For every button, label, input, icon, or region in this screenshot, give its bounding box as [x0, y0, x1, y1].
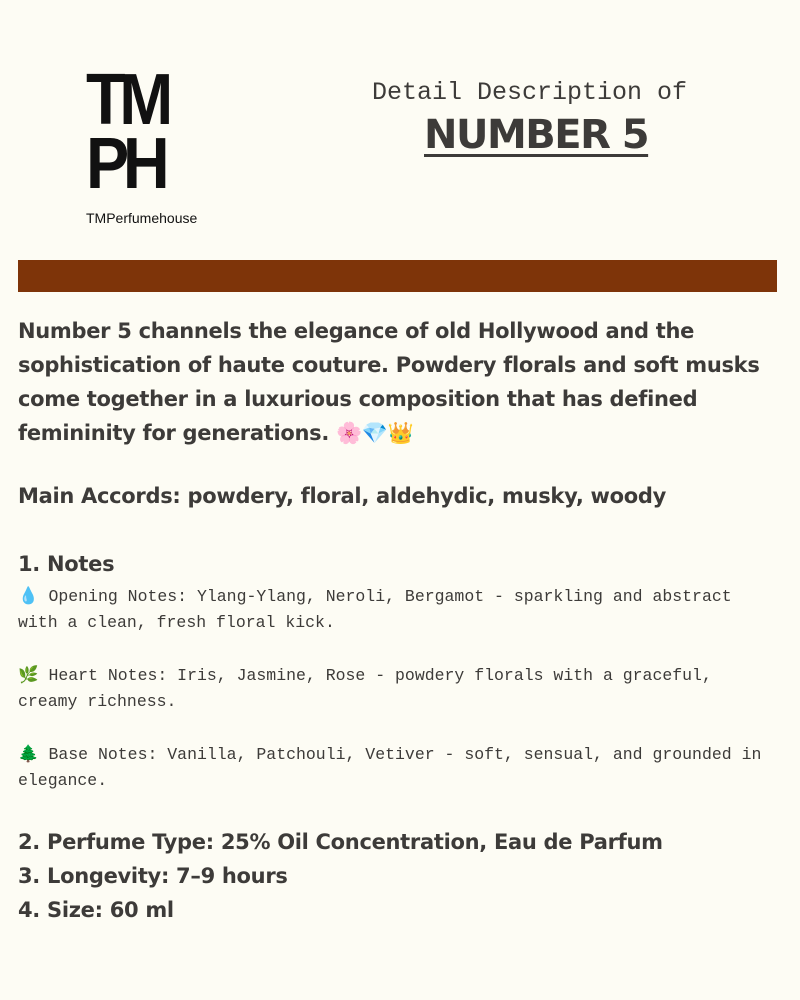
product-description: Number 5 channels the elegance of old Hollywood and the sophistication of haute couture. Powdery florals and soft musks come together in a luxurious composition that has defined femininity for generations. 🌸💎👑 [18, 319, 760, 445]
accent-divider-bar [18, 260, 777, 292]
product-title: NUMBER 5 [424, 112, 649, 158]
longevity: 3. Longevity: 7–9 hours [18, 864, 288, 888]
logo-line-2: PH [86, 124, 164, 204]
opening-notes [18, 583, 778, 636]
brand-name: TMPerfumehouse [86, 210, 198, 226]
detail-label: Detail Description of [372, 78, 688, 107]
logo-mark [86, 60, 212, 204]
main-accords: Main Accords: powdery, floral, aldehydic, musky, woody [18, 484, 666, 508]
water-drop-icon: 💧 [18, 586, 39, 605]
perfume-type: 2. Perfume Type: 25% Oil Concentration, Eau de Parfum [18, 830, 663, 854]
opening-notes-text: Opening Notes: Ylang-Ylang, Neroli, Bergamot - sparkling and abstract with a clean, fresh floral kick. [18, 587, 732, 632]
base-notes-text: Base Notes: Vanilla, Patchouli, Vetiver - soft, sensual, and grounded in elegance. [18, 745, 762, 790]
heart-notes-text: Heart Notes: Iris, Jasmine, Rose - powdery florals with a graceful, creamy richness. [18, 666, 712, 711]
base-notes [18, 741, 778, 794]
herb-icon: 🌿 [18, 665, 39, 684]
notes-heading: 1. Notes [18, 552, 115, 576]
evergreen-tree-icon: 🌲 [18, 744, 39, 763]
brand-logo [86, 60, 210, 226]
size: 4. Size: 60 ml [18, 898, 174, 922]
heart-notes [18, 662, 778, 715]
logo-line-1: TM [86, 60, 167, 140]
